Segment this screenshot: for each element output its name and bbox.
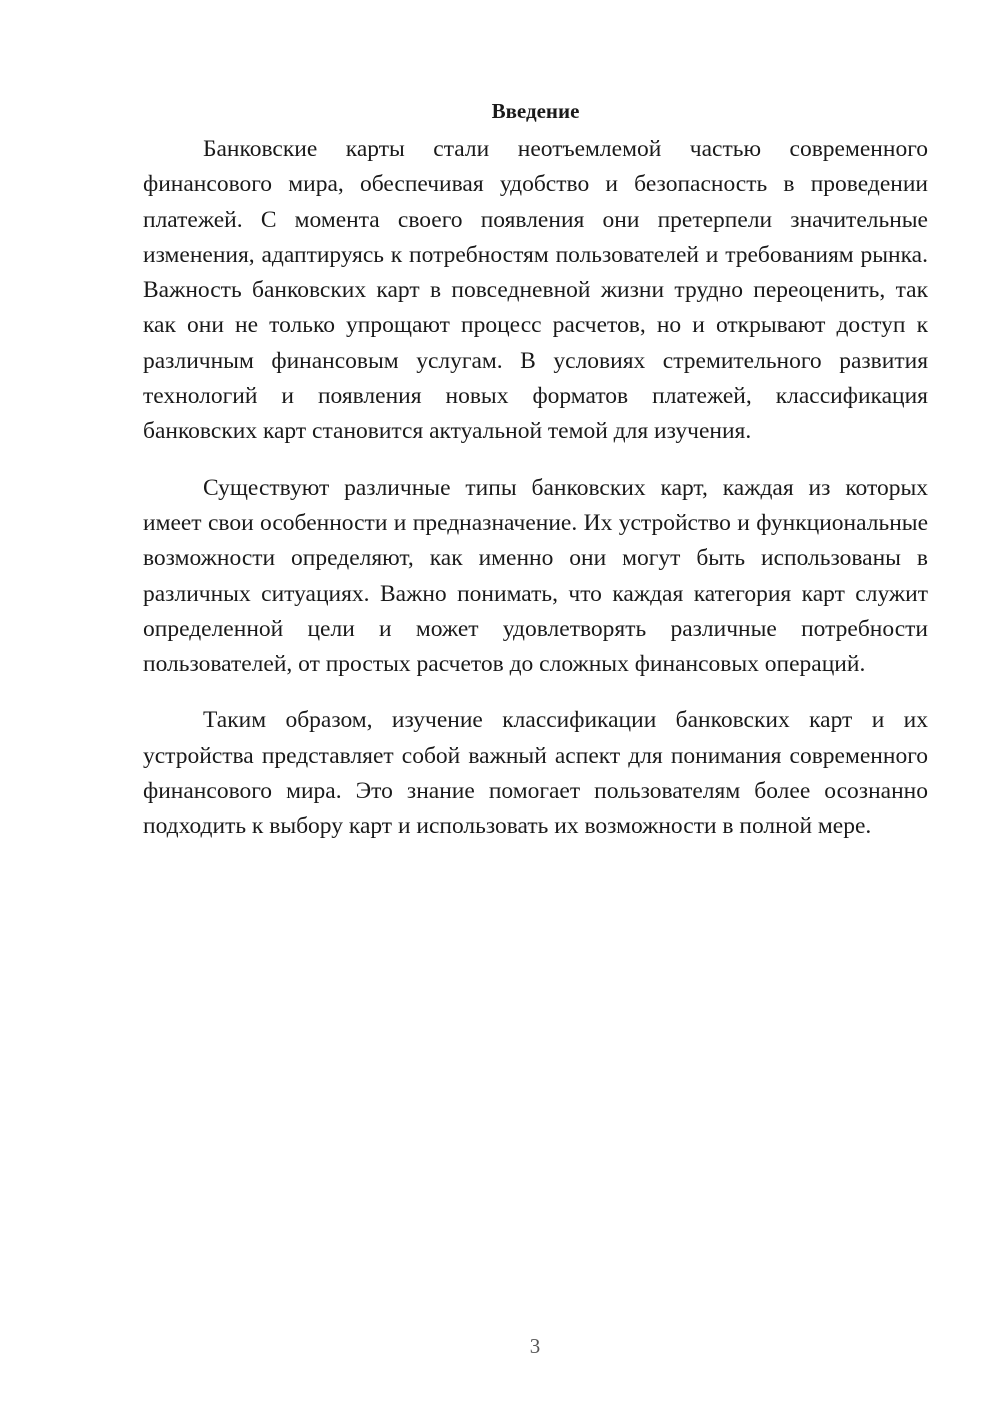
page-number: 3 <box>529 1334 541 1358</box>
paragraph-1: Банковские карты стали неотъемлемой частью современного финансового мира, обеспечивая удобство и безопасность в проведении платежей. С момента своего появления они претерпели значительные изменения, адаптируясь к потребностям пользователей и требованиям рынка. Важность банковских карт в повседневной жизни трудно переоценить, так как они не только упрощают процесс расчетов, но и открывают доступ к различным финансовым услугам. В условиях стремительного развития технологий и появления новых форматов платежей, классификация банковских карт становится актуальной темой для изучения. <box>143 136 928 445</box>
section-heading: Введение <box>491 99 580 123</box>
paragraph-2: Существуют различные типы банковских карт, каждая из которых имеет свои особенности и предназначение. Их устройство и функциональные возможности определяют, как именно они могут быть использованы в различных ситуациях. Важно понимать, что каждая категория карт служит определенной цели и может удовлетворять различные потребности пользователей, от простых расчетов до сложных финансовых операций. <box>143 474 928 678</box>
paragraph-3: Таким образом, изучение классификации банковских карт и их устройства представляет собой важный аспект для понимания современного финансового мира. Это знание помогает пользователям более осознанно подходить к выбору карт и использовать их возможности в полной мере. <box>143 707 928 840</box>
page-content <box>143 96 928 866</box>
